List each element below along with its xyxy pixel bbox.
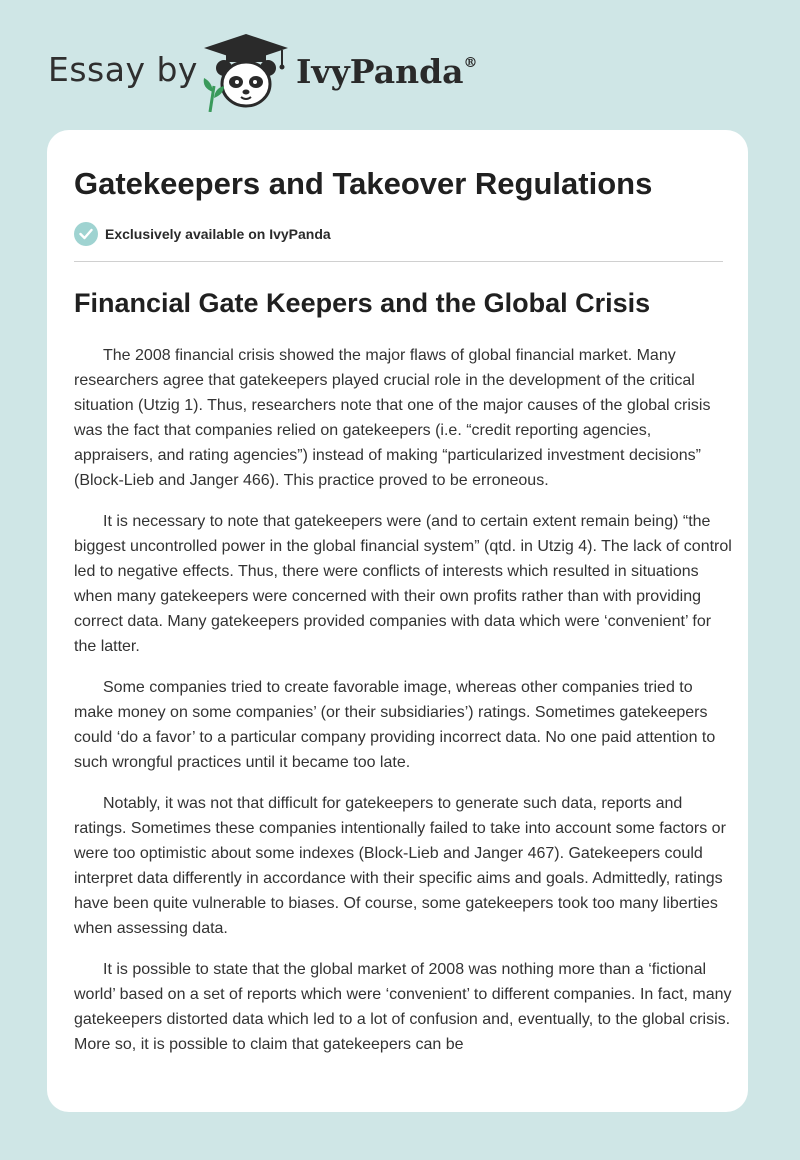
brand-name[interactable] [296,52,478,91]
divider [74,261,723,262]
essay-by-label: Essay by [48,50,198,89]
paragraph: It is necessary to note that gatekeepers were (and to certain extent remain being) “the biggest uncontrolled power in the global financial system” (qtd. in Utzig 4). The lack of control led to negative effects. Thus, there were conflicts of interests which resulted in situations when many gatekeepers were concerned with their own profits rather than with providing correct data. Many gatekeepers provided companies with data which were ‘convenient’ for the latter. [74,513,732,655]
paragraph: It is possible to state that the global market of 2008 was nothing more than a ‘fictional world’ based on a set of reports which were ‘convenient’ to different companies. In fact, many gatekeepers distorted data which led to a lot of confusion and, eventually, to the global crisis. More so, it is possible to claim that gatekeepers can be [74,961,732,1053]
section-heading: Financial Gate Keepers and the Global Crisis [74,288,651,318]
paragraph: Notably, it was not that difficult for gatekeepers to generate such data, reports and ratings. Sometimes these companies intentionally failed to take into account some factors or were too optimistic about some indexes (Block-Lieb and Janger 467). Gatekeepers could interpret data differently in accordance with their specific aims and goals. Admittedly, ratings have been quite vulnerable to biases. Of course, some gatekeepers took too many liberties when assessing data. [74,795,726,937]
panda-graduate-icon [200,32,292,112]
brand-text: IvyPanda [296,52,464,91]
essay-body [74,343,734,1073]
site-header [0,0,800,130]
essay-card [47,130,748,1112]
page-title: Gatekeepers and Takeover Regulations [74,166,653,201]
registered-mark: ® [463,55,478,71]
exclusive-badge [74,221,331,247]
exclusive-label: Exclusively available on IvyPanda [105,226,331,242]
paragraph: The 2008 financial crisis showed the major flaws of global financial market. Many researchers agree that gatekeepers played crucial role in the development of the critical situation (Utzig 1). Thus, researchers note that one of the major causes of the global crisis was the fact that companies relied on gatekeepers (i.e. “credit reporting agencies, appraisers, and rating agencies”) instead of making “particularized investment decisions” (Block-Lieb and Janger 466). This practice proved to be erroneous. [74,347,711,489]
paragraph: Some companies tried to create favorable image, whereas other companies tried to make money on some companies’ (or their subsidiaries’) ratings. Sometimes gatekeepers could ‘do a favor’ to a particular company providing incorrect data. No one paid attention to such wrongful practices until it became too late. [74,679,716,771]
check-icon [74,222,98,246]
